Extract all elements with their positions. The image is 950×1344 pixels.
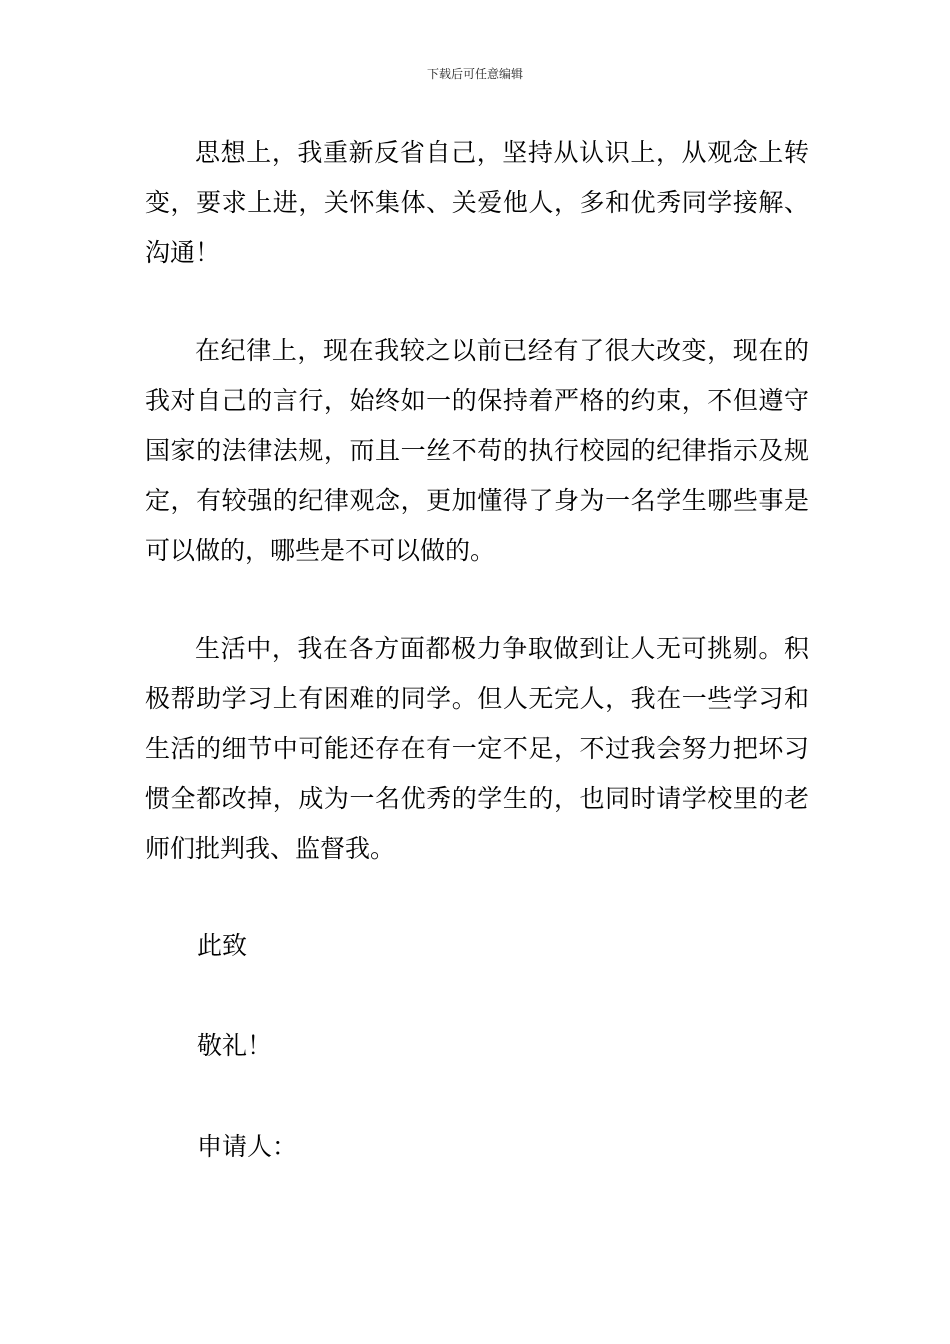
applicant-label: 申请人： — [197, 1132, 298, 1161]
closing-salutation: 此致 — [197, 931, 248, 960]
paragraph-life: 生活中，我在各方面都极力争取做到让人无可挑剔。积极帮助学习上有困难的同学。但人无完人，我在一些学习和生活的细节中可能还存在有一定不足，不过我会努力把坏习惯全都改掉，成为一名优秀的学生的，也同时请学校里的老师们批判我、监督我。 — [145, 634, 809, 863]
closing-regards: 敬礼！ — [197, 1031, 273, 1060]
paragraph-thoughts: 思想上，我重新反省自己，坚持从认识上，从观念上转变，要求上进，关怀集体、关爱他人，多和优秀同学接解、沟通！ — [145, 138, 809, 267]
header-note: 下载后可任意编辑 — [426, 67, 523, 81]
paragraph-discipline: 在纪律上，现在我较之以前已经有了很大改变，现在的我对自己的言行，始终如一的保持着严格的约束，不但遵守国家的法律法规，而且一丝不苟的执行校园的纪律指示及规定，有较强的纪律观念，更加懂得了身为一名学生哪些事是可以做的，哪些是不可以做的。 — [145, 336, 809, 565]
letter-body — [145, 128, 809, 1172]
